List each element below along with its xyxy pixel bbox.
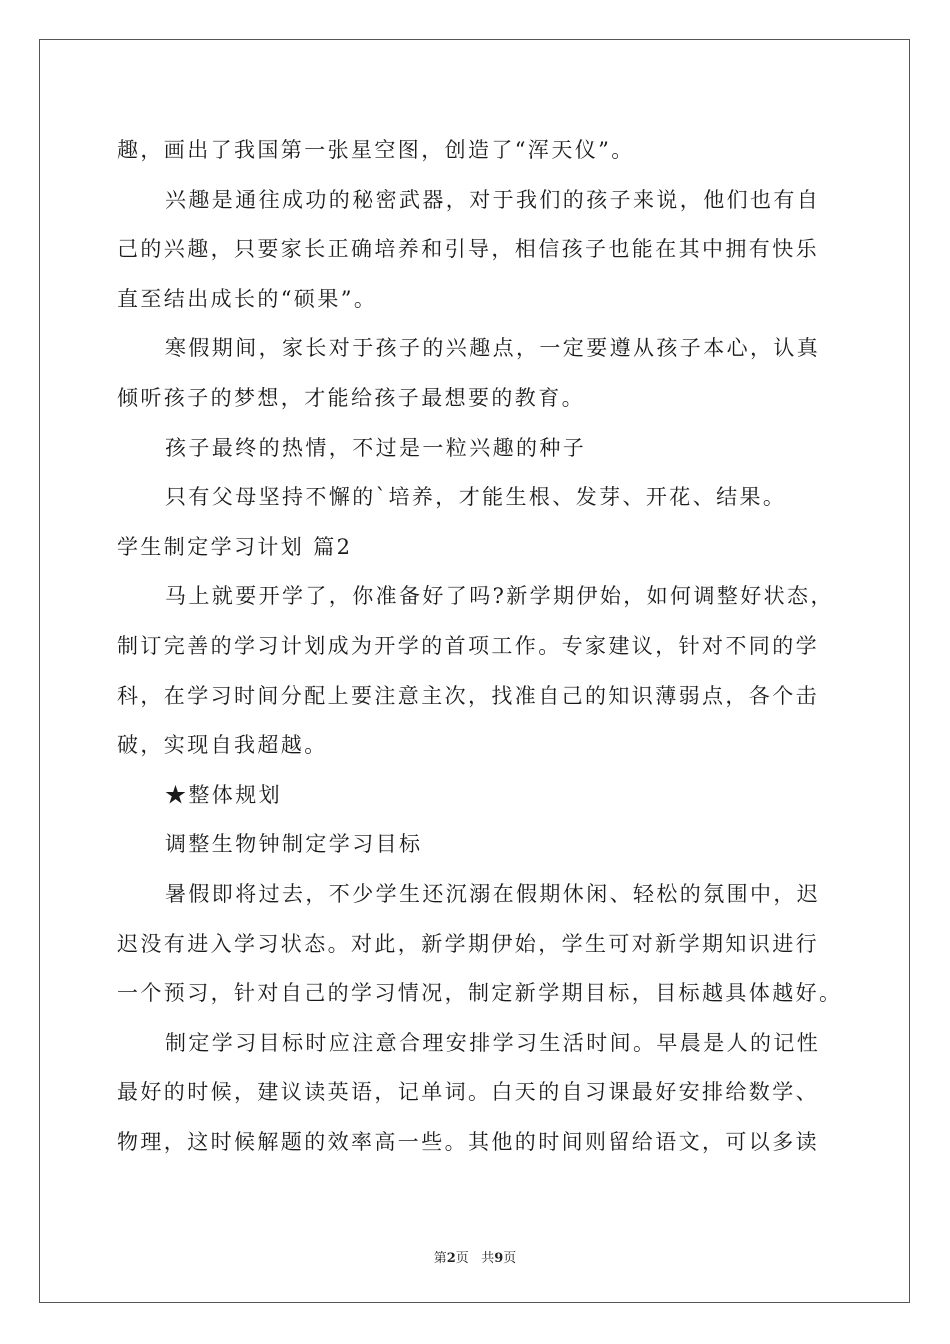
text-line: 最好的时候，建议读英语，记单词。白天的自习课最好安排给数学、 [117, 1080, 819, 1105]
text-line: 倾听孩子的梦想，才能给孩子最想要的教育。 [117, 385, 585, 410]
document-body [117, 126, 843, 1167]
text-line: 孩子最终的热情，不过是一粒兴趣的种子 [165, 435, 587, 460]
text-line: 直至结出成长的“硕果”。 [117, 286, 378, 311]
total-pages: 9 [494, 1251, 504, 1266]
text-line: 只有父母坚持不懈的`培养，才能生根、发芽、开花、结果。 [165, 485, 787, 510]
page-footer [0, 1247, 950, 1266]
text-line: 己的兴趣，只要家长正确培养和引导，相信孩子也能在其中拥有快乐 [117, 237, 819, 262]
text-line: 物理，这时候解题的效率高一些。其他的时间则留给语文，可以多读 [117, 1129, 819, 1154]
text-line: 一个预习，针对自己的学习情况，制定新学期目标，目标越具体越好。 [117, 981, 843, 1006]
total-suffix: 页 [503, 1251, 517, 1266]
text-line: 制定学习目标时应注意合理安排学习生活时间。早晨是人的记性 [165, 1030, 821, 1055]
text-line: 寒假期间，家长对于孩子的兴趣点，一定要遵从孩子本心，认真 [165, 336, 821, 361]
page-prefix: 第 [433, 1251, 447, 1266]
page-number: 2 [446, 1251, 456, 1266]
text-line: 趣，画出了我国第一张星空图，创造了“浑天仪”。 [117, 138, 635, 162]
subheading: 调整生物钟制定学习目标 [165, 832, 423, 857]
text-line: 兴趣是通往成功的秘密武器，对于我们的孩子来说，他们也有自 [165, 187, 821, 212]
subheading: ★整体规划 [165, 782, 282, 807]
total-prefix: 共 [481, 1251, 495, 1266]
text-line: 迟没有进入学习状态。对此，新学期伊始，学生可对新学期知识进行 [117, 931, 819, 956]
text-line: 制订完善的学习计划成为开学的首项工作。专家建议，针对不同的学 [117, 633, 819, 658]
text-line: 马上就要开学了，你准备好了吗?新学期伊始，如何调整好状态， [165, 584, 834, 609]
text-line: 暑假即将过去，不少学生还沉溺在假期休闲、轻松的氛围中，迟 [165, 881, 821, 906]
section-heading: 学生制定学习计划 篇2 [117, 534, 353, 559]
text-line: 破，实现自我超越。 [117, 733, 328, 758]
text-line: 科，在学习时间分配上要注意主次，找准自己的知识薄弱点，各个击 [117, 683, 819, 708]
page-suffix: 页 [455, 1251, 469, 1266]
